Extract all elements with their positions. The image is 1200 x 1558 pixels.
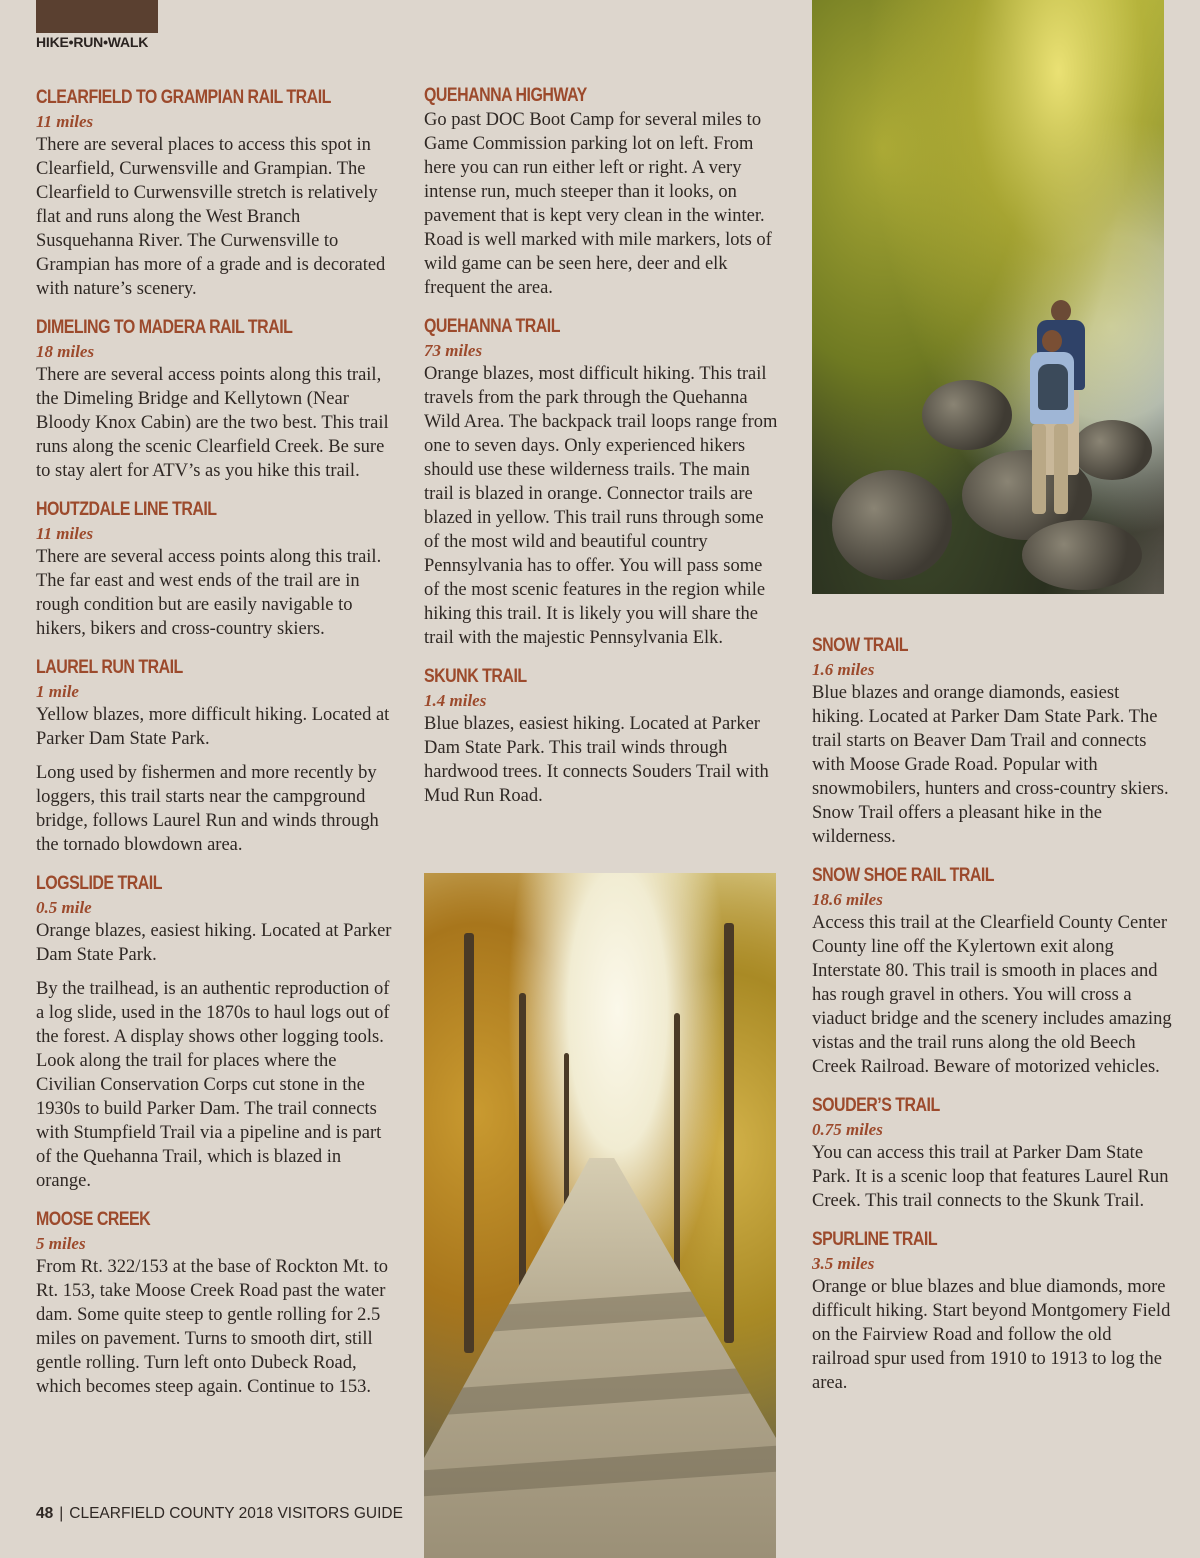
trail-entry (36, 316, 398, 483)
trail-title: QUEHANNA HIGHWAY (424, 85, 587, 106)
trail-title: LAUREL RUN TRAIL (36, 657, 183, 678)
trail-entry (36, 498, 398, 641)
page-number: 48 (36, 1505, 54, 1522)
trail-title: LOGSLIDE TRAIL (36, 873, 162, 894)
trail-entry (36, 1208, 398, 1399)
trail-distance: 1.6 miles (812, 660, 875, 679)
trail-description: There are several places to access this spot in Clearfield, Curwensville and Grampian. The Clearfield to Curwensville stretch is relatively flat and runs along the West Branch Susquehanna River. The Curwensville to Grampian has more of a grade and is decorated with nature’s scenery. (36, 135, 386, 299)
trail-description: By the trailhead, is an authentic reproduction of a log slide, used in the 1870s to haul logs out of the forest. A display shows other logging tools. Look along the trail for places where the Civilian Conservation Corps cut stone in the 1930s to build Parker Dam. The trail connects with Stumpfield Trail via a pipeline and is part of the Quehanna Trail, which is blazed in orange. (36, 979, 390, 1191)
trail-distance: 73 miles (424, 341, 483, 360)
trail-title: QUEHANNA TRAIL (424, 316, 560, 337)
section-label: HIKE•RUN•WALK (36, 34, 149, 50)
trail-distance: 1.4 miles (424, 691, 487, 710)
trail-title: SNOW SHOE RAIL TRAIL (812, 865, 995, 886)
trail-description: There are several access points along this trail. The far east and west ends of the trail are in rough condition but are easily navigable to hikers, bikers and cross-country skiers. (36, 547, 382, 639)
trail-distance: 5 miles (36, 1234, 86, 1253)
trail-entry (424, 84, 780, 300)
trail-entry (812, 634, 1172, 849)
trail-description: Blue blazes and orange diamonds, easiest hiking. Located at Parker Dam State Park. The trail starts on Beaver Dam Trail and connects with Moose Grade Road. Popular with snowmobilers, hunters and cross-country skiers. Snow Trail offers a pleasant hike in the wilderness. (812, 683, 1169, 847)
trail-description: There are several access points along this trail, the Dimeling Bridge and Kellytown (Near Bloody Knox Cabin) are the two best. This trail runs along the scenic Clearfield Creek. Be sure to stay alert for ATV’s as you hike this trail. (36, 365, 389, 481)
trail-description: Long used by fishermen and more recently by loggers, this trail starts near the campground bridge, follows Laurel Run and winds through the tornado blowdown area. (36, 763, 379, 855)
trail-distance: 3.5 miles (812, 1254, 875, 1273)
trail-distance: 11 miles (36, 112, 94, 131)
trail-description: From Rt. 322/153 at the base of Rockton Mt. to Rt. 153, take Moose Creek Road past the water dam. Some quite steep to gentle rolling for 2.5 miles on pavement. Turns to smooth dirt, still gentle rolling. Turn left onto Dubeck Road, which becomes steep again. Continue to 153. (36, 1257, 388, 1397)
trail-entry (812, 864, 1172, 1079)
page-footer (36, 1505, 403, 1523)
trail-entry (424, 665, 780, 808)
trail-title: MOOSE CREEK (36, 1209, 151, 1230)
forest-road-photo (424, 873, 776, 1558)
trail-title: SPURLINE TRAIL (812, 1229, 938, 1250)
hikers-photo (812, 0, 1164, 594)
trail-title: CLEARFIELD TO GRAMPIAN RAIL TRAIL (36, 87, 331, 108)
trail-distance: 1 mile (36, 682, 79, 701)
footer-separator: | (59, 1505, 64, 1522)
trail-title: DIMELING TO MADERA RAIL TRAIL (36, 317, 293, 338)
trail-entry (36, 872, 398, 1193)
trail-distance: 0.5 mile (36, 898, 92, 917)
trail-title: HOUTZDALE LINE TRAIL (36, 499, 217, 520)
trail-title: SOUDER’S TRAIL (812, 1095, 940, 1116)
trail-description: Orange or blue blazes and blue diamonds, more difficult hiking. Start beyond Montgomery Field on the Fairview Road and follow the old railroad spur used from 1910 to 1913 to log the area. (812, 1277, 1171, 1393)
trail-description: Access this trail at the Clearfield County Center County line off the Kylertown exit along Interstate 80. This trail is smooth in places and has rough gravel in others. You will cross a viaduct bridge and the scenery includes amazing vistas and the trail runs along the old Beech Creek Railroad. Beware of motorized vehicles. (812, 913, 1172, 1077)
trail-distance: 11 miles (36, 524, 94, 543)
trail-distance: 0.75 miles (812, 1120, 883, 1139)
trail-description: Orange blazes, easiest hiking. Located at Parker Dam State Park. (36, 921, 392, 965)
trail-description: Orange blazes, most difficult hiking. This trail travels from the park through the Quehanna Wild Area. The backpack trail loops range from one to seven days. Only experienced hikers should use these wilderness trails. The main trail is blazed in orange. Connector trails are blazed in yellow. This trail runs through some of the most wild and beautiful country Pennsylvania has to offer. You will pass some of the most scenic features in the region while hiking this trail. It is likely you will share the trail with the majestic Pennsylvania Elk. (424, 364, 778, 648)
trail-entry (812, 1094, 1172, 1213)
trail-distance: 18 miles (36, 342, 95, 361)
trail-description: You can access this trail at Parker Dam State Park. It is a scenic loop that features Laurel Run Creek. This trail connects to the Skunk Trail. (812, 1143, 1169, 1211)
trail-distance: 18.6 miles (812, 890, 883, 909)
trail-entry (424, 315, 780, 650)
middle-column (424, 84, 780, 823)
trail-title: SNOW TRAIL (812, 635, 909, 656)
right-column (812, 634, 1172, 1410)
brand-color-block (36, 0, 158, 33)
trail-entry (812, 1228, 1172, 1395)
left-column (36, 86, 398, 1414)
trail-title: SKUNK TRAIL (424, 666, 527, 687)
trail-entry (36, 656, 398, 857)
trail-description: Go past DOC Boot Camp for several miles to Game Commission parking lot on left. From here you can run either left or right. A very intense run, much steeper than it looks, on pavement that is kept very clean in the winter. Road is well marked with mile markers, lots of wild game can be seen here, deer and elk frequent the area. (424, 110, 772, 298)
trail-description: Blue blazes, easiest hiking. Located at Parker Dam State Park. This trail winds through hardwood trees. It connects Souders Trail with Mud Run Road. (424, 714, 769, 806)
publication-title: CLEARFIELD COUNTY 2018 VISITORS GUIDE (69, 1505, 403, 1522)
trail-entry (36, 86, 398, 301)
trail-description: Yellow blazes, more difficult hiking. Located at Parker Dam State Park. (36, 705, 390, 749)
